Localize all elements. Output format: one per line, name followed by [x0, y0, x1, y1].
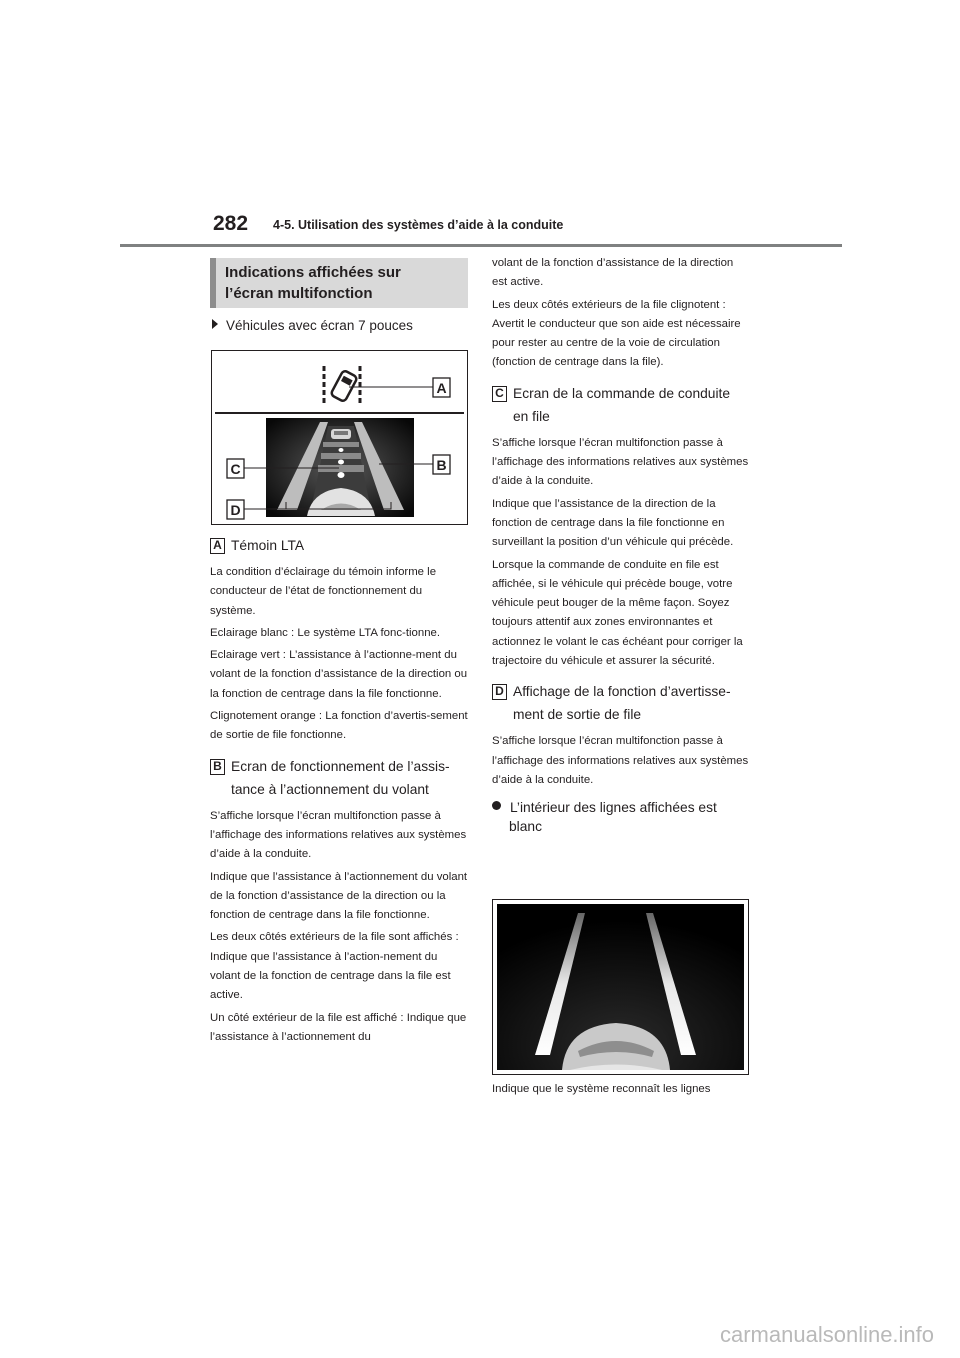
item-b-heading	[210, 755, 468, 801]
left-column	[210, 534, 468, 1050]
callout-c-label: C	[230, 461, 241, 477]
vehicle-variant-label: Véhicules avec écran 7 pouces	[226, 318, 413, 333]
section-title: 4-5. Utilisation des systèmes d’aide à la conduite	[273, 218, 564, 232]
item-b-paragraph: Un côté extérieur de la file est affiché : Indique que l’assistance à l’actionnement du	[210, 1011, 467, 1043]
lane-departure-display-image	[492, 899, 749, 1075]
item-c-heading	[492, 382, 750, 428]
sub-bullet-line-2: blanc	[509, 819, 542, 835]
item-c-title-line-2: en file	[513, 408, 550, 424]
item-c-title-line-1: Ecran de la commande de conduite	[513, 385, 731, 401]
item-c-paragraph: Lorsque la commande de conduite en file est affichée, si le véhicule qui précède bouge, votre véhicule peut bouger de la même façon. Soyez toujours attentif aux zones environnantes et actionnez le volant le cas échéant pour corriger la trajectoire du véhicule et assurer la sécurité.	[492, 558, 743, 668]
item-a-paragraph: Eclairage blanc : Le système LTA fonc-tionne.	[210, 626, 441, 639]
round-bullet-icon	[492, 801, 501, 810]
item-d-heading	[492, 680, 750, 726]
watermark: carmanualsonline.info	[720, 1322, 935, 1347]
item-b-paragraph: Les deux côtés extérieurs de la file sont affichés : Indique que l’assistance à l’action-nement du volant de la fonction de centrage dans la file est active.	[210, 931, 459, 1002]
item-a-paragraph: Eclairage vert : L’assistance à l’actionne-ment du volant de la fonction d’assistance de la direction ou la fonction de centrage dans la file fonctionne.	[210, 649, 468, 700]
item-b-badge: B	[210, 759, 225, 775]
item-a-title: Témoin LTA	[231, 538, 305, 553]
item-b-paragraph: Indique que l’assistance à l’actionnement du volant de la fonction d’assistance de la direction ou la fonction de centrage dans la file fonctionne.	[210, 870, 468, 922]
item-d-title-line-1: Affichage de la fonction d’avertisse-	[513, 684, 731, 700]
item-a-heading	[210, 534, 468, 557]
item-b-title-line-1: Ecran de fonctionnement de l’assis-	[231, 758, 450, 774]
continued-paragraph: Les deux côtés extérieurs de la file clignotent : Avertit le conducteur que son aide est nécessaire pour rester au centre de la voie de circulation (fonction de centrage dans la file).	[492, 298, 741, 369]
item-d-paragraph: S’affiche lorsque l’écran multifonction passe à l’affichage des informations relatives aux systèmes d’aide à la conduite.	[492, 735, 749, 786]
callout-a-label: A	[436, 380, 447, 396]
item-c-paragraph: Indique que l’assistance de la direction de la fonction de centrage dans la file fonctionne en surveillant la position d’un véhicule qui précède.	[492, 497, 734, 549]
item-d-badge: D	[492, 684, 507, 700]
item-d-title-line-2: ment de sortie de file	[513, 707, 642, 723]
heading-line-2: l’écran multifonction	[225, 285, 373, 302]
sub-bullet-line-1: L’intérieur des lignes affichées est	[510, 800, 717, 816]
callout-d-label: D	[230, 502, 241, 518]
lane-lines-white-bullet	[492, 798, 750, 836]
item-a-badge: A	[210, 538, 225, 554]
item-c-paragraph: S’affiche lorsque l’écran multifonction passe à l’affichage des informations relatives aux systèmes d’aide à la conduite.	[492, 436, 749, 488]
item-a-paragraph: La condition d’éclairage du témoin informe le conducteur de l’état de fonctionnement du système.	[210, 566, 437, 617]
header-divider	[120, 244, 842, 247]
right-column	[492, 254, 750, 836]
callout-b-label: B	[436, 457, 447, 473]
section-heading	[210, 258, 468, 308]
item-a-paragraph: Clignotement orange : La fonction d’avertis-sement de sortie de file fonctionne.	[210, 710, 468, 742]
continued-paragraph: volant de la fonction d’assistance de la direction est active.	[492, 257, 734, 289]
vehicle-variant-bullet	[212, 316, 413, 335]
item-b-paragraph: S’affiche lorsque l’écran multifonction passe à l’affichage des informations relatives aux systèmes d’aide à la conduite.	[210, 809, 467, 861]
page-number: 282	[213, 212, 249, 235]
preceding-vehicle-icon	[331, 429, 351, 439]
triangle-bullet-icon	[212, 319, 218, 329]
heading-line-1: Indications affichées sur	[225, 264, 401, 281]
multi-information-display-diagram	[211, 350, 468, 525]
item-c-badge: C	[492, 386, 507, 402]
item-b-title-line-2: tance à l’actionnement du volant	[231, 781, 429, 797]
image-caption: Indique que le système reconnaît les lignes	[492, 1083, 711, 1095]
